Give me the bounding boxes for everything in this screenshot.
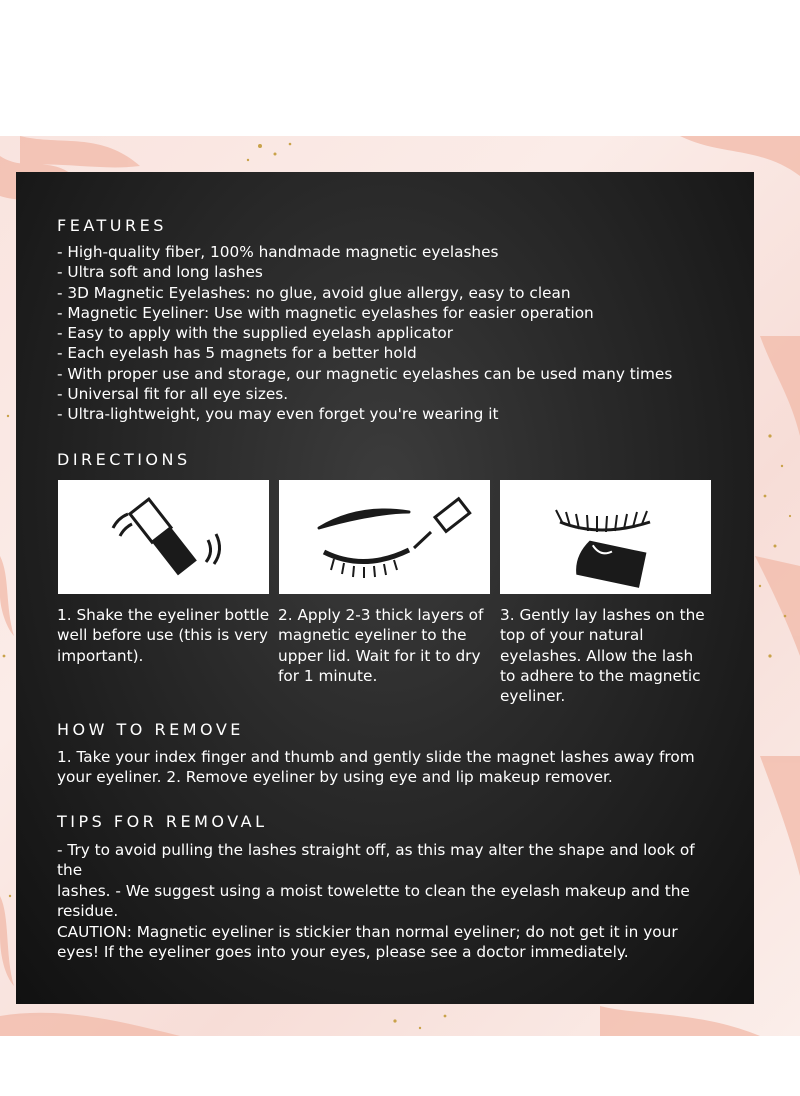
list-item: - With proper use and storage, our magnetic eyelashes can be used many times [57, 364, 673, 383]
directions-heading: DIRECTIONS [57, 450, 191, 469]
tips-for-removal-text: - Try to avoid pulling the lashes straight off, as this may alter the shape and look of the lashes. - We suggest using a moist towelette to clean the eyelash makeup and the residue. [57, 841, 695, 920]
step-1-text: 1. Shake the eyeliner bottle well before use (this is very important). [57, 606, 270, 665]
placing-lashes-icon [500, 480, 711, 594]
step-2-text: 2. Apply 2-3 thick layers of magnetic eyeliner to the upper lid. Wait for it to dry for 1 minute. [278, 606, 484, 685]
list-item: - Ultra-lightweight, you may even forget you're wearing it [57, 405, 499, 424]
step-3-text: 3. Gently lay lashes on the top of your natural eyelashes. Allow the lash to adhere to the magnetic eyeliner. [500, 606, 705, 706]
instruction-panel [16, 172, 754, 1004]
list-item: - Universal fit for all eye sizes. [57, 385, 289, 404]
step-2-image [279, 480, 490, 594]
caution-text: CAUTION: Magnetic eyeliner is stickier than normal eyeliner; do not get it in your eyes! If the eyeliner goes into your eyes, please see a doctor immediately. [57, 923, 678, 962]
list-item: - Magnetic Eyeliner: Use with magnetic eyelashes for easier operation [57, 303, 594, 322]
how-to-remove-heading: HOW TO REMOVE [57, 720, 244, 739]
step-3-image [500, 480, 711, 594]
features-heading: FEATURES [57, 216, 167, 235]
step-1-image [58, 480, 269, 594]
list-item: - 3D Magnetic Eyelashes: no glue, avoid glue allergy, easy to clean [57, 283, 571, 302]
shaking-eyeliner-bottle-icon [58, 480, 269, 594]
list-item: - Easy to apply with the supplied eyelash applicator [57, 324, 454, 343]
list-item: - High-quality fiber, 100% handmade magnetic eyelashes [57, 243, 499, 261]
caution-label: CAUTION [57, 923, 127, 941]
tips-for-removal-heading: TIPS FOR REMOVAL [57, 812, 268, 831]
list-item: - Each eyelash has 5 magnets for a better hold [57, 344, 417, 363]
list-item: - Ultra soft and long lashes [57, 263, 263, 282]
how-to-remove-text: 1. Take your index finger and thumb and gently slide the magnet lashes away from your eyeliner. 2. Remove eyeliner by using eye and lip makeup remover. [57, 748, 695, 787]
features-list [57, 242, 737, 425]
applying-eyeliner-icon [279, 480, 490, 594]
